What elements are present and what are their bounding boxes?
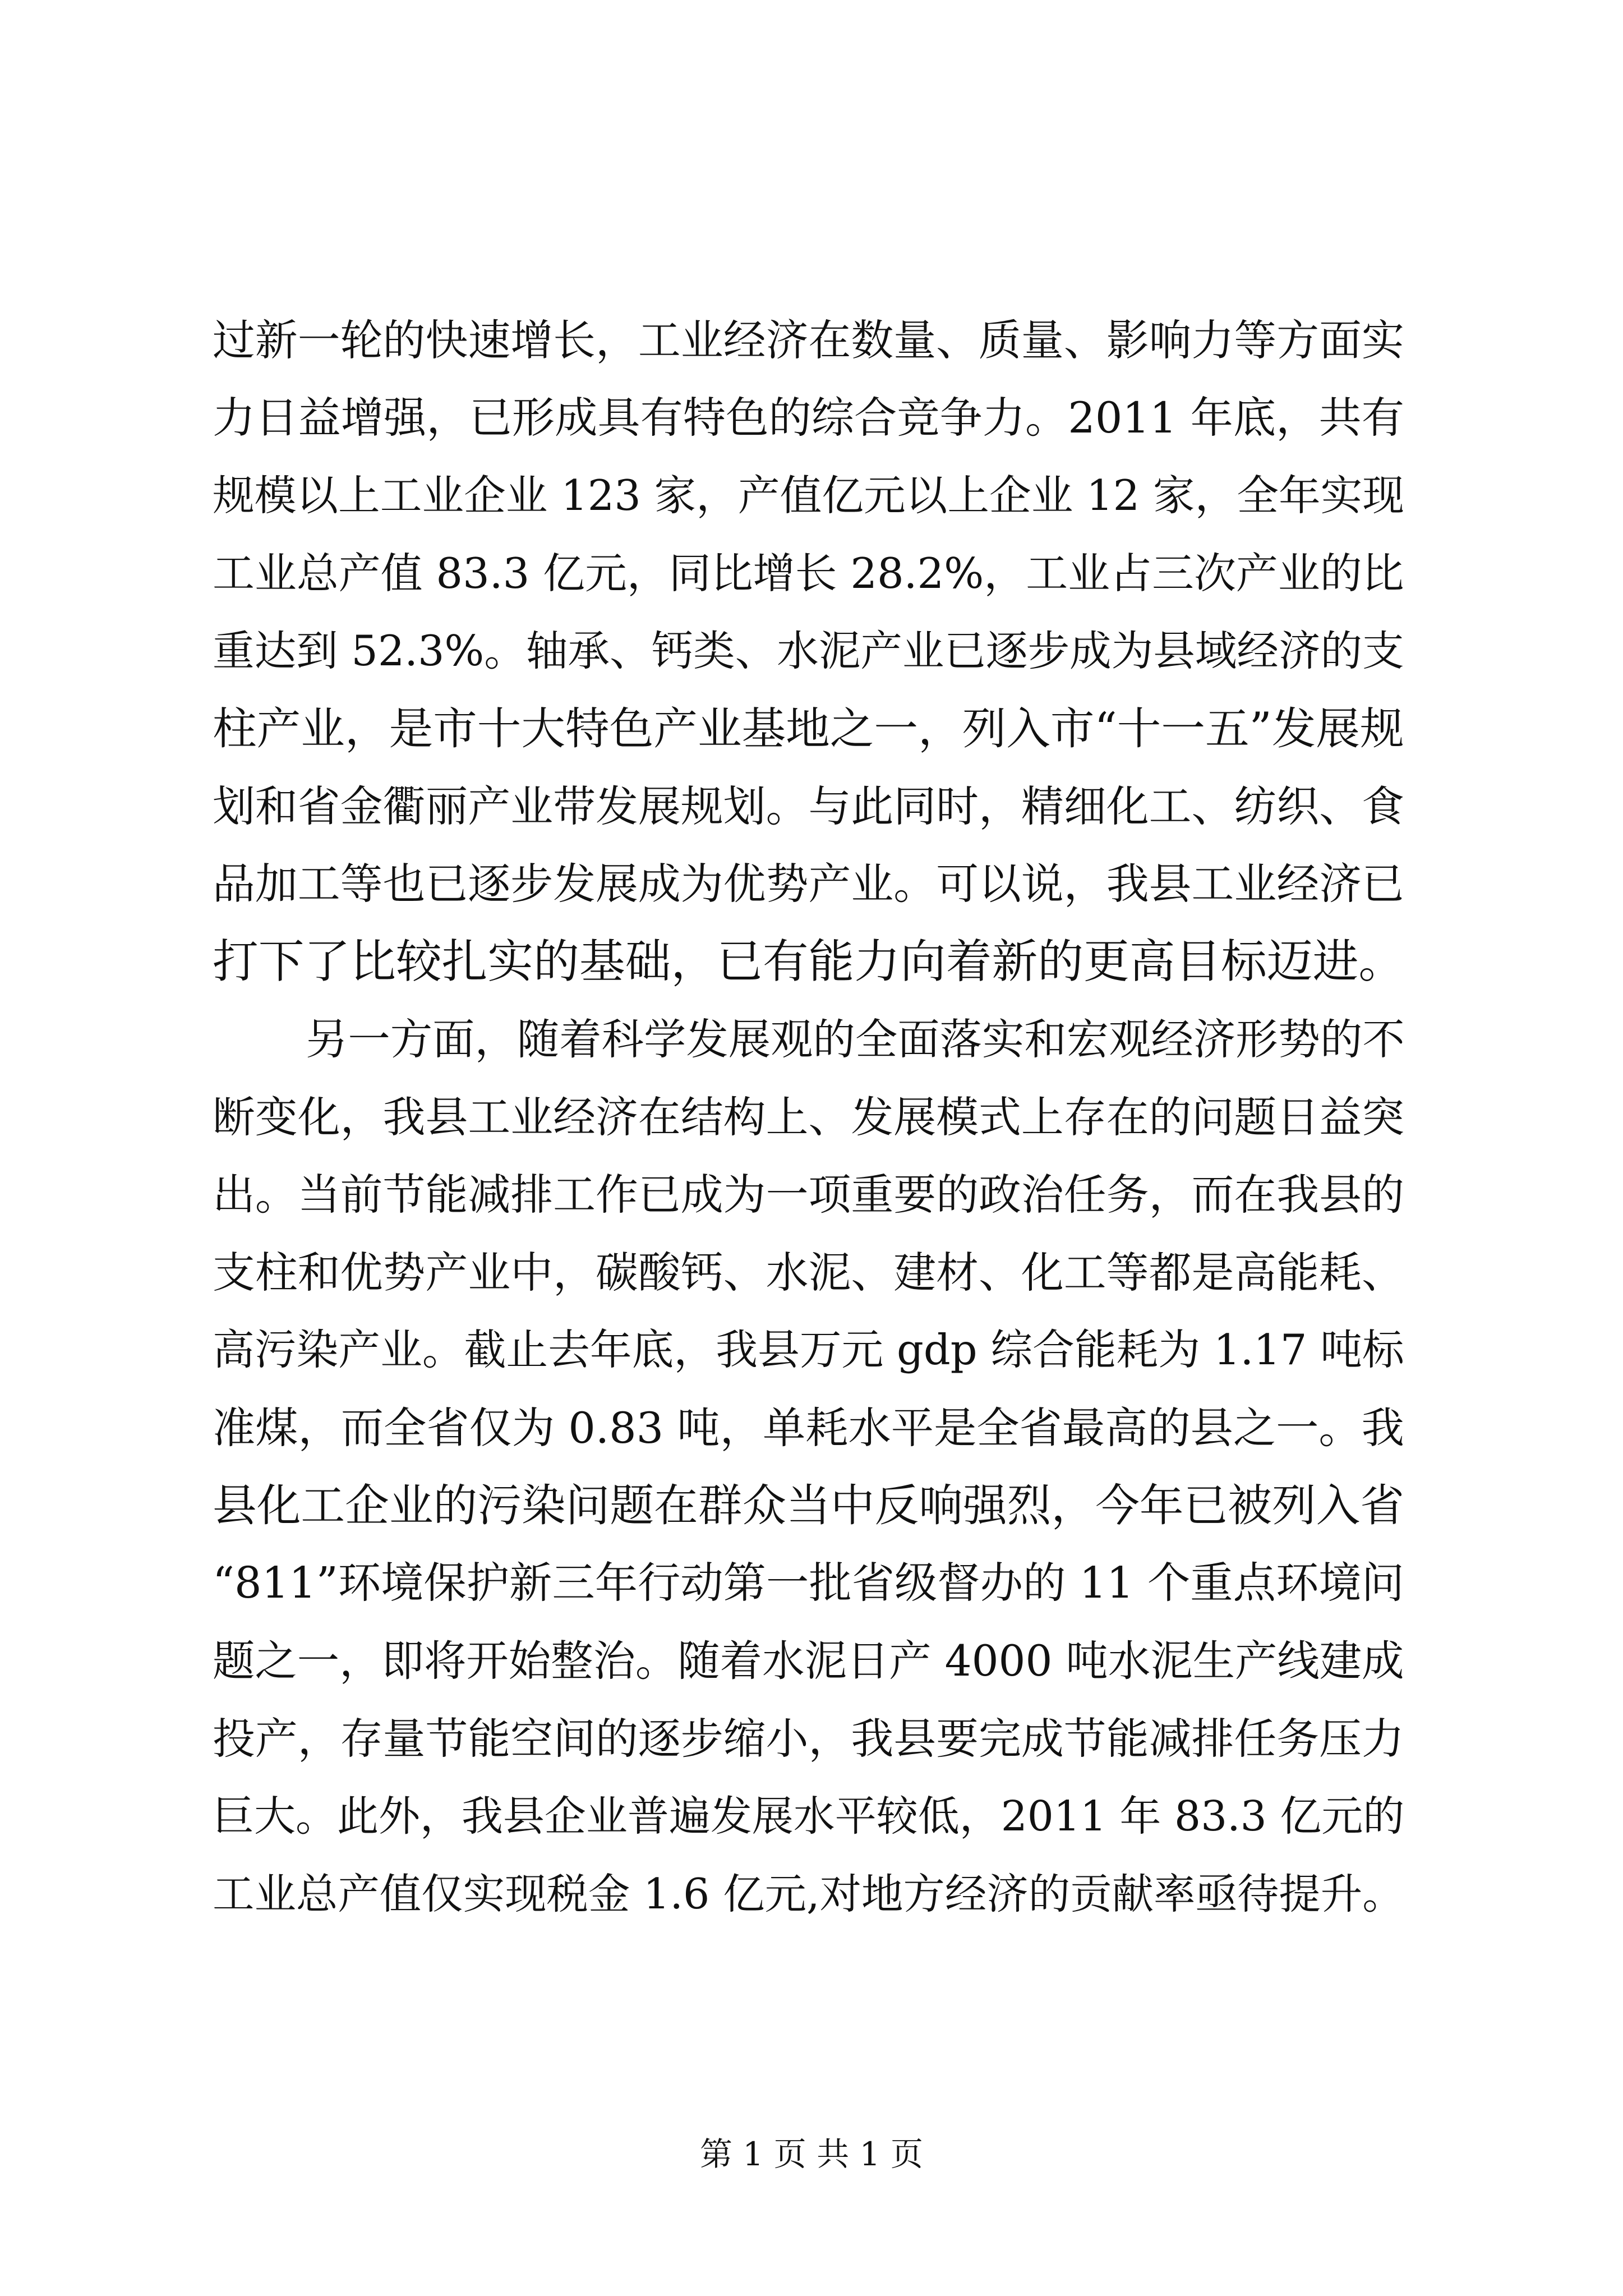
text-line — [0, 1308, 1623, 1392]
text-line-content: 县化工企业的污染问题在群众当中反响强烈，今年已被列入省 — [213, 1480, 1404, 1531]
text-line — [0, 1231, 1623, 1315]
text-line — [0, 531, 1623, 615]
text-line — [0, 997, 1623, 1082]
text-line-content: 工业总产值 83.3 亿元，同比增长 28.2%，工业占三次产业的比 — [213, 549, 1404, 598]
text-line-content: 力日益增强，已形成具有特色的综合竞争力。2011 年底，共有 — [213, 393, 1404, 443]
text-line-content: 划和省金衢丽产业带发展规划。与此同时，精细化工、纺织、食 — [213, 782, 1404, 831]
text-line-content: 投产，存量节能空间的逐步缩小，我县要完成节能减排任务压力 — [213, 1714, 1404, 1764]
text-line-content: 规模以上工业企业 123 家，产值亿元以上企业 12 家，全年实现 — [213, 471, 1405, 520]
text-line — [0, 1464, 1623, 1548]
text-line-content: 柱产业，是市十大特色产业基地之一，列入市“十一五”发展规 — [213, 703, 1404, 754]
text-line-content: 巨大。此外，我县企业普遍发展水平较低，2011 年 83.3 亿元的 — [213, 1792, 1405, 1841]
text-line — [0, 298, 1623, 383]
text-line — [0, 1852, 1623, 1936]
text-line — [0, 765, 1623, 849]
text-line-content: “811”环境保护新三年行动第一批省级督办的 11 个重点环境问 — [213, 1558, 1404, 1608]
text-line — [0, 1697, 1623, 1781]
text-line-content: 过新一轮的快速增长，工业经济在数量、质量、影响力等方面实 — [213, 316, 1404, 365]
text-line — [0, 1153, 1623, 1237]
text-line-content: 打下了比较扎实的基础，已有能力向着新的更高目标迈进。 — [213, 935, 1405, 988]
text-line — [0, 920, 1623, 1004]
text-line — [0, 687, 1623, 771]
text-line — [0, 454, 1623, 538]
text-line-content: 重达到 52.3%。轴承、钙类、水泥产业已逐步成为县域经济的支 — [213, 627, 1404, 675]
text-line-content: 出。当前节能减排工作已成为一项重要的政治任务，而在我县的 — [213, 1170, 1404, 1220]
text-line — [0, 1619, 1623, 1703]
text-line-content: 支柱和优势产业中，碳酸钙、水泥、建材、化工等都是高能耗、 — [213, 1248, 1404, 1297]
text-line-content: 断变化，我县工业经济在结构上、发展模式上存在的问题日益突 — [213, 1093, 1404, 1142]
text-line — [0, 609, 1623, 693]
page-number-footer: 第 1 页 共 1 页 — [700, 2135, 923, 2173]
text-line — [0, 842, 1623, 926]
text-line-content: 工业总产值仅实现税金 1.6 亿元,对地方经济的贡献率亟待提升。 — [213, 1870, 1404, 1918]
text-line — [0, 1542, 1623, 1626]
text-line — [0, 1386, 1623, 1470]
text-line — [0, 1075, 1623, 1159]
text-line — [0, 376, 1623, 460]
text-line-content: 高污染产业。截止去年底，我县万元 gdp 综合能耗为 1.17 吨标 — [213, 1326, 1404, 1374]
text-line-content: 品加工等也已逐步发展成为优势产业。可以说，我县工业经济已 — [213, 859, 1404, 909]
text-line-content: 准煤，而全省仅为 0.83 吨，单耗水平是全省最高的县之一。我 — [213, 1403, 1404, 1453]
text-line-content: 另一方面，随着科学发展观的全面落实和宏观经济形势的不 — [306, 1015, 1405, 1064]
text-line — [0, 1774, 1623, 1858]
text-line-content: 题之一，即将开始整治。随着水泥日产 4000 吨水泥生产线建成 — [213, 1636, 1404, 1686]
